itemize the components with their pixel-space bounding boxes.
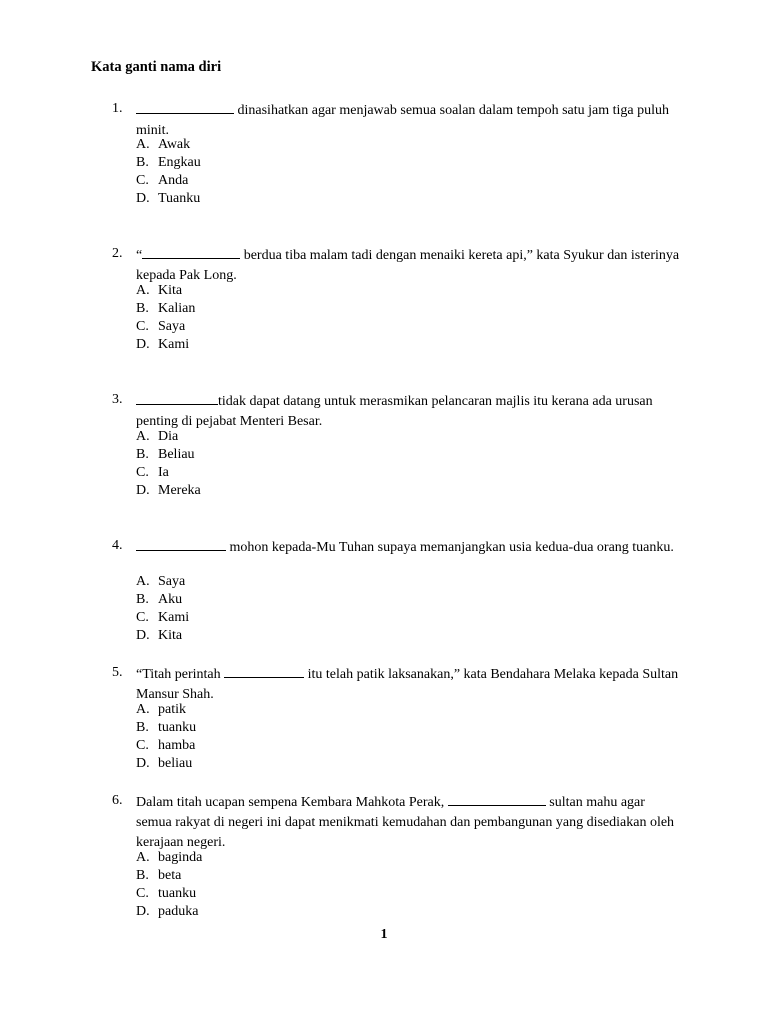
options-list <box>136 701 196 773</box>
question-text: Dalam titah ucapan sempena Kembara Mahkota Perak, sultan mahu agar semua rakyat di negeri ini dapat menikmati kemudahan dan pembangunan yang disediakan oleh kerajaan negeri. <box>136 791 681 853</box>
worksheet-title: Kata ganti nama diri <box>91 59 222 75</box>
answer-blank <box>136 99 234 114</box>
question-number: 1. <box>112 101 123 116</box>
question-text: mohon kepada-Mu Tuhan supaya memanjangkan usia kedua-dua orang tuanku. <box>136 536 681 558</box>
option-a: A. Saya <box>136 574 186 589</box>
page-number: 1 <box>380 927 388 942</box>
option-c: C. Ia <box>136 465 169 480</box>
option-b: B. beta <box>136 868 182 883</box>
question-number: 4. <box>112 538 123 553</box>
option-d: D. paduka <box>136 904 199 919</box>
option-a: A. baginda <box>136 850 203 865</box>
answer-blank <box>136 390 218 405</box>
question-number: 5. <box>112 665 123 680</box>
option-b: B. Kalian <box>136 301 196 316</box>
question-number: 2. <box>112 246 123 261</box>
options-list <box>136 849 202 921</box>
options-list <box>136 282 195 354</box>
option-d: D. Tuanku <box>136 191 201 206</box>
answer-blank <box>448 791 546 806</box>
option-b: B. tuanku <box>136 720 197 735</box>
option-c: C. hamba <box>136 738 196 753</box>
option-a: A. patik <box>136 702 186 717</box>
option-d: D. beliau <box>136 756 193 771</box>
option-d: D. Mereka <box>136 483 201 498</box>
option-c: C. Kami <box>136 610 190 625</box>
question-text: tidak dapat datang untuk merasmikan pelancaran majlis itu kerana ada urusan penting di pejabat Menteri Besar. <box>136 390 681 432</box>
option-b: B. Beliau <box>136 447 195 462</box>
answer-blank <box>136 536 226 551</box>
option-a: A. Dia <box>136 429 179 444</box>
options-list <box>136 573 189 645</box>
option-d: D. Kami <box>136 337 190 352</box>
question-number: 6. <box>112 793 123 808</box>
option-b: B. Engkau <box>136 155 201 170</box>
option-c: C. Saya <box>136 319 186 334</box>
option-a: A. Awak <box>136 137 191 152</box>
options-list <box>136 136 201 208</box>
options-list <box>136 428 201 500</box>
answer-blank <box>142 244 240 259</box>
option-b: B. Aku <box>136 592 183 607</box>
answer-blank <box>224 663 304 678</box>
question-number: 3. <box>112 392 123 407</box>
question-text: “ berdua tiba malam tadi dengan menaiki kereta api,” kata Syukur dan isterinya kepada Pak Long. <box>136 244 681 286</box>
option-d: D. Kita <box>136 628 183 643</box>
option-c: C. Anda <box>136 173 189 188</box>
question-text: “Titah perintah itu telah patik laksanakan,” kata Bendahara Melaka kepada Sultan Mansur Shah. <box>136 663 681 705</box>
option-a: A. Kita <box>136 283 183 298</box>
question-text: dinasihatkan agar menjawab semua soalan dalam tempoh satu jam tiga puluh minit. <box>136 99 681 141</box>
option-c: C. tuanku <box>136 886 197 901</box>
